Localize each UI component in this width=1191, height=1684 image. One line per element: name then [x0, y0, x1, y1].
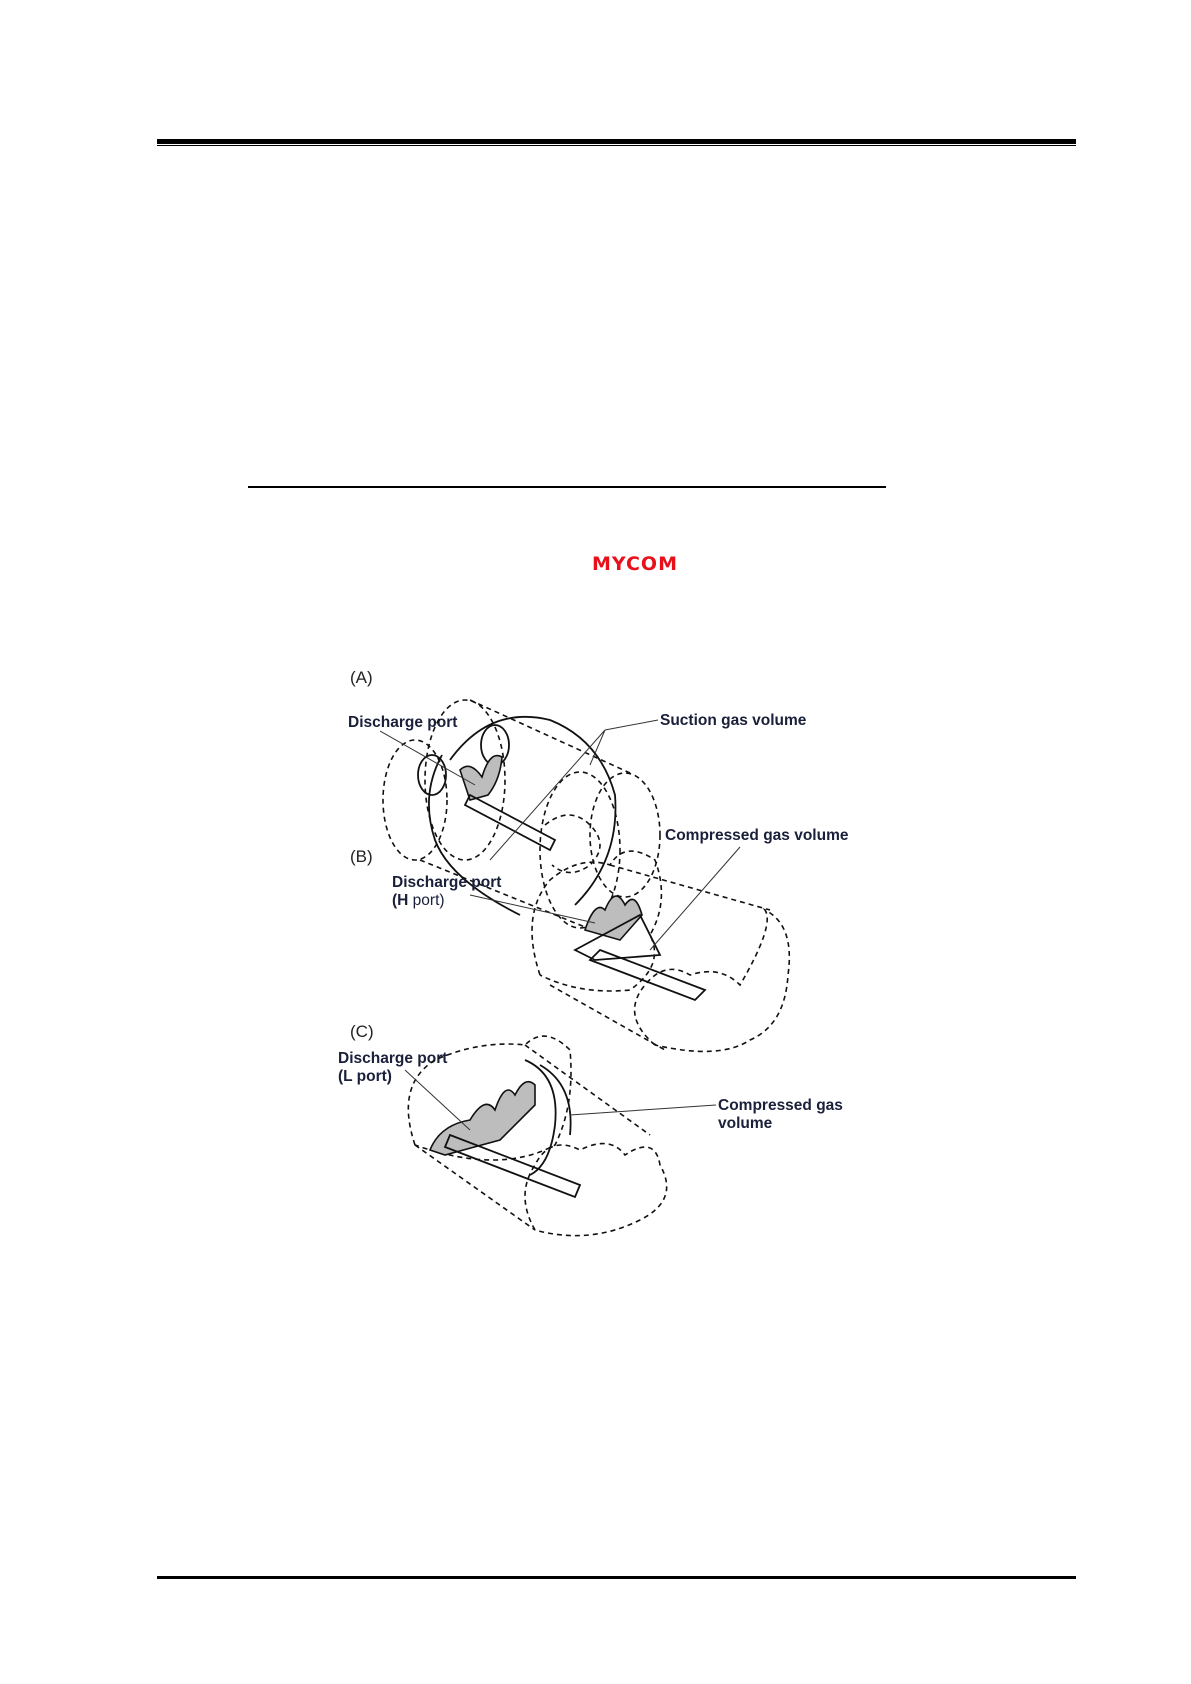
panel-c [338, 1022, 843, 1236]
panel-b-housing-edges [550, 865, 770, 1050]
panel-c-discharge-leader [405, 1070, 470, 1130]
panel-c-compressed-leader [570, 1105, 716, 1115]
panel-b-letter: (B) [350, 847, 373, 866]
footer-rule [157, 1576, 1076, 1579]
panel-b-discharge-port-line1: Discharge port [392, 874, 502, 891]
header-rule [157, 139, 1076, 147]
panel-a-discharge-port-label: Discharge port [348, 714, 458, 731]
panel-c-discharge-port-line2: (L port) [338, 1068, 392, 1085]
panel-a-suction-leader [490, 720, 658, 860]
section-rule [248, 486, 886, 488]
panel-a-rear-lobe [590, 773, 660, 897]
panel-a-discharge-shade [460, 756, 502, 800]
panel-a-letter: (A) [350, 668, 373, 687]
logo-text: MYCOM [592, 553, 678, 574]
compression-process-figure [320, 665, 940, 1345]
panel-c-discharge-port-line1: Discharge port [338, 1050, 448, 1067]
header-rule-thick [157, 139, 1076, 144]
figure-svg [320, 665, 940, 1345]
panel-b-discharge-port-line2 [392, 892, 445, 909]
mycom-logo [575, 552, 695, 574]
panel-c-compressed-gas-line1: Compressed gas [718, 1097, 843, 1114]
panel-b-slide-valve [590, 950, 705, 1000]
panel-b-h-bold: (H [392, 892, 409, 909]
header-rule-thin [157, 145, 1076, 146]
panel-a-slide-valve [465, 795, 555, 850]
panel-b-port-rest: port) [408, 892, 445, 909]
panel-c-compressed-gas-line2: volume [718, 1115, 773, 1132]
panel-b-compressed-gas-label: Compressed gas volume [665, 827, 849, 844]
panel-b-rear-housing [635, 910, 790, 1051]
panel-a-discharge-leader [380, 731, 475, 785]
panel-c-rotor-lobes [525, 1060, 571, 1175]
panel-a-suction-gas-label: Suction gas volume [660, 712, 807, 729]
panel-a-front-lobe [383, 740, 447, 860]
panel-a-housing-edges [420, 700, 630, 927]
panel-b [350, 827, 849, 1051]
panel-c-letter: (C) [350, 1022, 374, 1041]
